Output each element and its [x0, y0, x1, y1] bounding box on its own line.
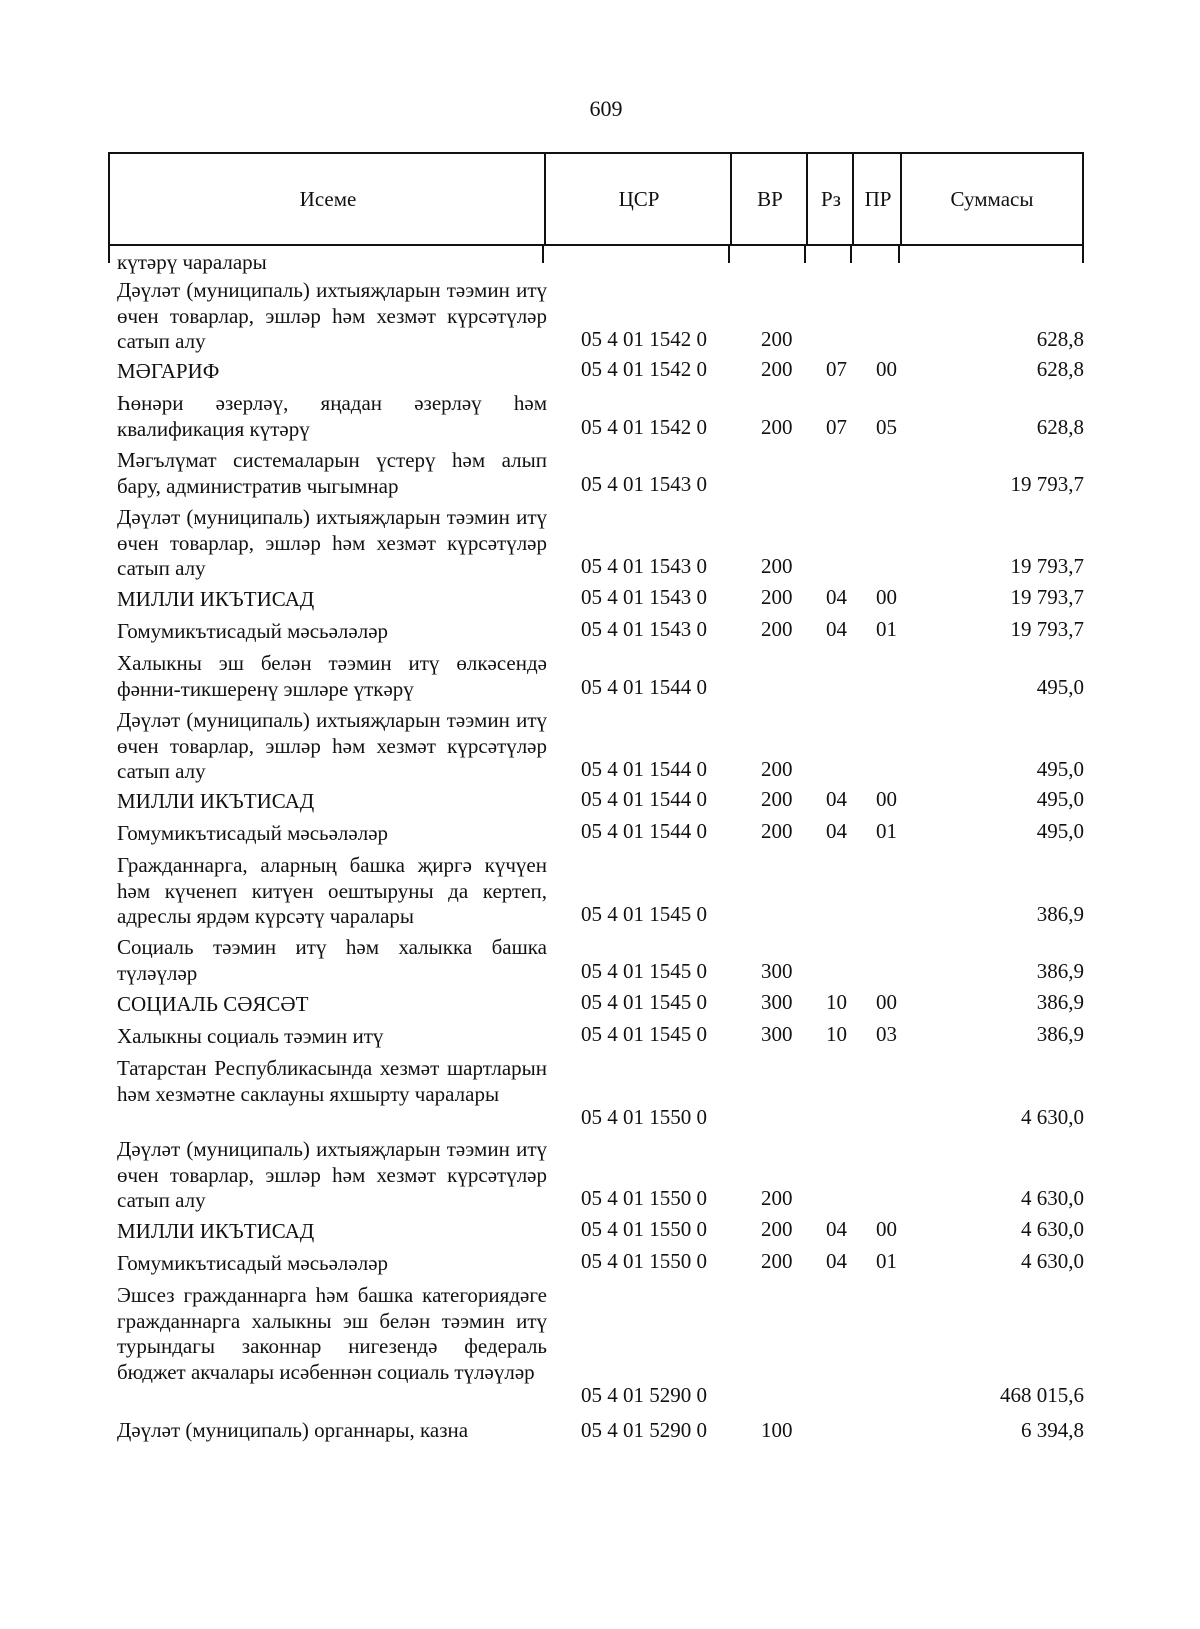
- row-csr: 05 4 01 1543 0: [581, 471, 707, 496]
- table-row: [0, 250, 1200, 275]
- row-vr: 200: [761, 1216, 793, 1241]
- table-row: [0, 989, 1200, 1017]
- row-pr: 03: [876, 1021, 897, 1046]
- table-row: [0, 1283, 1200, 1410]
- table-row: [0, 786, 1200, 814]
- row-vr: 300: [761, 989, 793, 1014]
- row-sum: 386,9: [1036, 989, 1084, 1014]
- row-pr: 00: [876, 786, 897, 811]
- row-csr: 05 4 01 1545 0: [581, 1021, 707, 1046]
- row-name: күтәрү чаралары: [117, 250, 267, 274]
- row-rz: 04: [826, 1216, 847, 1241]
- row-name: Гражданнарга, аларның башка җиргә күчүен һәм күченеп китүен оештыруны да кертеп, адреслы ярдәм күрсәтү чаралары: [117, 853, 547, 928]
- row-rz: 04: [826, 786, 847, 811]
- table-row: [0, 1248, 1200, 1276]
- page-number: 609: [589, 96, 623, 121]
- row-name: Дәүләт (муниципаль) ихтыяҗларын тәэмин итү өчен товарлар, эшләр һәм хезмәт күрсәтүләр сатып алу: [117, 505, 547, 580]
- row-name: Татарстан Республикасында хезмәт шартларын һәм хезмәтне саклауны яхшырту чаралары: [117, 1056, 547, 1106]
- row-vr: 100: [761, 1418, 793, 1442]
- row-sum: 495,0: [1036, 818, 1084, 843]
- row-csr: 05 4 01 1543 0: [581, 616, 707, 641]
- row-name: Гомумикътисадый мәсьәләләр: [117, 619, 389, 643]
- row-rz: 07: [826, 414, 847, 439]
- table-row: [0, 708, 1200, 784]
- row-name: Мәгълүмат системаларын үстерү һәм алып бару, административ чыгымнар: [117, 448, 547, 498]
- header-rz: Рз: [821, 186, 841, 211]
- row-vr: 200: [761, 616, 793, 641]
- row-name: Дәүләт (муниципаль) ихтыяҗларын тәэмин итү өчен товарлар, эшләр һәм хезмәт күрсәтүләр сатып алу: [117, 1137, 547, 1212]
- row-name: МИЛЛИ ИКЪТИСАД: [117, 789, 315, 813]
- row-vr: 200: [761, 818, 793, 843]
- row-csr: 05 4 01 1550 0: [581, 1104, 707, 1129]
- row-csr: 05 4 01 1544 0: [581, 756, 707, 781]
- row-csr: 05 4 01 1543 0: [581, 584, 707, 609]
- row-csr: 05 4 01 1544 0: [581, 786, 707, 811]
- table-row: [0, 818, 1200, 846]
- row-csr: 05 4 01 5290 0: [581, 1418, 707, 1442]
- row-rz: 10: [826, 989, 847, 1014]
- row-vr: 200: [761, 414, 793, 439]
- row-name: Эшсез гражданнарга һәм башка категориядәге гражданнарга халыкны эш белән тәэмин итү турындагы законнар нигезендә федераль бюджет акчалары исәбеннән социаль түләүләр: [117, 1283, 547, 1384]
- row-csr: 05 4 01 1545 0: [581, 958, 707, 983]
- table-row: [0, 505, 1200, 581]
- table-row: [0, 853, 1200, 929]
- table-row: [0, 356, 1200, 384]
- header-sum: Суммасы: [950, 186, 1034, 211]
- row-csr: 05 4 01 5290 0: [581, 1382, 707, 1407]
- row-vr: 200: [761, 786, 793, 811]
- row-name: МИЛЛИ ИКЪТИСАД: [117, 587, 315, 611]
- table-row: [0, 935, 1200, 986]
- row-sum: 495,0: [1036, 756, 1084, 781]
- header-vr: ВР: [757, 186, 783, 211]
- row-sum: 19 793,7: [1010, 584, 1084, 609]
- row-rz: 04: [826, 818, 847, 843]
- row-name: Дәүләт (муниципаль) органнары, казна: [117, 1418, 469, 1442]
- row-sum: 628,8: [1036, 326, 1084, 351]
- row-vr: 200: [761, 1185, 793, 1210]
- row-csr: 05 4 01 1545 0: [581, 901, 707, 926]
- row-sum: 6 394,8: [1021, 1418, 1084, 1442]
- row-pr: 00: [876, 1216, 897, 1241]
- table-row: [0, 391, 1200, 442]
- row-vr: 300: [761, 1021, 793, 1046]
- row-rz: 10: [826, 1021, 847, 1046]
- row-name: Дәүләт (муниципаль) ихтыяҗларын тәэмин итү өчен товарлар, эшләр һәм хезмәт күрсәтүләр сатып алу: [117, 278, 547, 353]
- table-row: [0, 1021, 1200, 1049]
- row-vr: 200: [761, 756, 793, 781]
- row-name: МӘГАРИФ: [117, 359, 220, 383]
- row-sum: 386,9: [1036, 1021, 1084, 1046]
- row-name: Дәүләт (муниципаль) ихтыяҗларын тәэмин итү өчен товарлар, эшләр һәм хезмәт күрсәтүләр сатып алу: [117, 708, 547, 783]
- header-csr: ЦСР: [618, 186, 660, 211]
- header-pr: ПР: [864, 186, 892, 211]
- row-sum: 4 630,0: [1021, 1104, 1084, 1129]
- row-csr: 05 4 01 1542 0: [581, 414, 707, 439]
- row-csr: 05 4 01 1550 0: [581, 1216, 707, 1241]
- table-row: [0, 1137, 1200, 1213]
- row-rz: 07: [826, 356, 847, 381]
- row-sum: 19 793,7: [1010, 616, 1084, 641]
- row-pr: 00: [876, 584, 897, 609]
- row-name: МИЛЛИ ИКЪТИСАД: [117, 1219, 315, 1243]
- row-name: Гомумикътисадый мәсьәләләр: [117, 1251, 389, 1275]
- row-csr: 05 4 01 1550 0: [581, 1185, 707, 1210]
- row-name: СОЦИАЛЬ СӘЯСӘТ: [117, 992, 309, 1016]
- row-vr: 200: [761, 584, 793, 609]
- row-sum: 495,0: [1036, 674, 1084, 699]
- row-rz: 04: [826, 616, 847, 641]
- row-csr: 05 4 01 1543 0: [581, 553, 707, 578]
- row-pr: 05: [876, 414, 897, 439]
- row-name: Социаль тәэмин итү һәм халыкка башка түләүләр: [117, 935, 547, 985]
- row-pr: 01: [876, 616, 897, 641]
- row-pr: 00: [876, 356, 897, 381]
- row-name: Халыкны социаль тәэмин итү: [117, 1024, 384, 1048]
- table-header: [108, 152, 1084, 246]
- row-csr: 05 4 01 1545 0: [581, 989, 707, 1014]
- row-sum: 4 630,0: [1021, 1248, 1084, 1273]
- row-pr: 01: [876, 1248, 897, 1273]
- row-csr: 05 4 01 1542 0: [581, 356, 707, 381]
- row-csr: 05 4 01 1550 0: [581, 1248, 707, 1273]
- row-sum: 19 793,7: [1010, 553, 1084, 578]
- row-vr: 200: [761, 553, 793, 578]
- row-name: Гомумикътисадый мәсьәләләр: [117, 821, 389, 845]
- table-row: [0, 584, 1200, 612]
- row-sum: 628,8: [1036, 356, 1084, 381]
- table-row: [0, 448, 1200, 499]
- table-row: [0, 1418, 1200, 1443]
- row-sum: 386,9: [1036, 901, 1084, 926]
- table-row: [0, 616, 1200, 644]
- row-vr: 200: [761, 356, 793, 381]
- row-rz: 04: [826, 584, 847, 609]
- header-name: Исеме: [299, 186, 357, 211]
- row-sum: 386,9: [1036, 958, 1084, 983]
- row-sum: 495,0: [1036, 786, 1084, 811]
- row-sum: 19 793,7: [1010, 471, 1084, 496]
- row-name: Һөнәри әзерләү, яңадан әзерләү һәм квалификация күтәрү: [117, 391, 547, 441]
- table-row: [0, 1216, 1200, 1244]
- row-pr: 00: [876, 989, 897, 1014]
- table-row: [0, 651, 1200, 702]
- row-name: Халыкны эш белән тәэмин итү өлкәсендә фәнни-тикшеренү эшләре үткәрү: [117, 651, 547, 701]
- row-pr: 01: [876, 818, 897, 843]
- row-sum: 628,8: [1036, 414, 1084, 439]
- row-csr: 05 4 01 1544 0: [581, 818, 707, 843]
- row-vr: 300: [761, 958, 793, 983]
- row-vr: 200: [761, 1248, 793, 1273]
- row-csr: 05 4 01 1542 0: [581, 326, 707, 351]
- row-sum: 468 015,6: [1000, 1382, 1084, 1407]
- row-vr: 200: [761, 326, 793, 351]
- table-row: [0, 278, 1200, 354]
- row-sum: 4 630,0: [1021, 1216, 1084, 1241]
- row-rz: 04: [826, 1248, 847, 1273]
- row-csr: 05 4 01 1544 0: [581, 674, 707, 699]
- row-sum: 4 630,0: [1021, 1185, 1084, 1210]
- table-row: [0, 1056, 1200, 1132]
